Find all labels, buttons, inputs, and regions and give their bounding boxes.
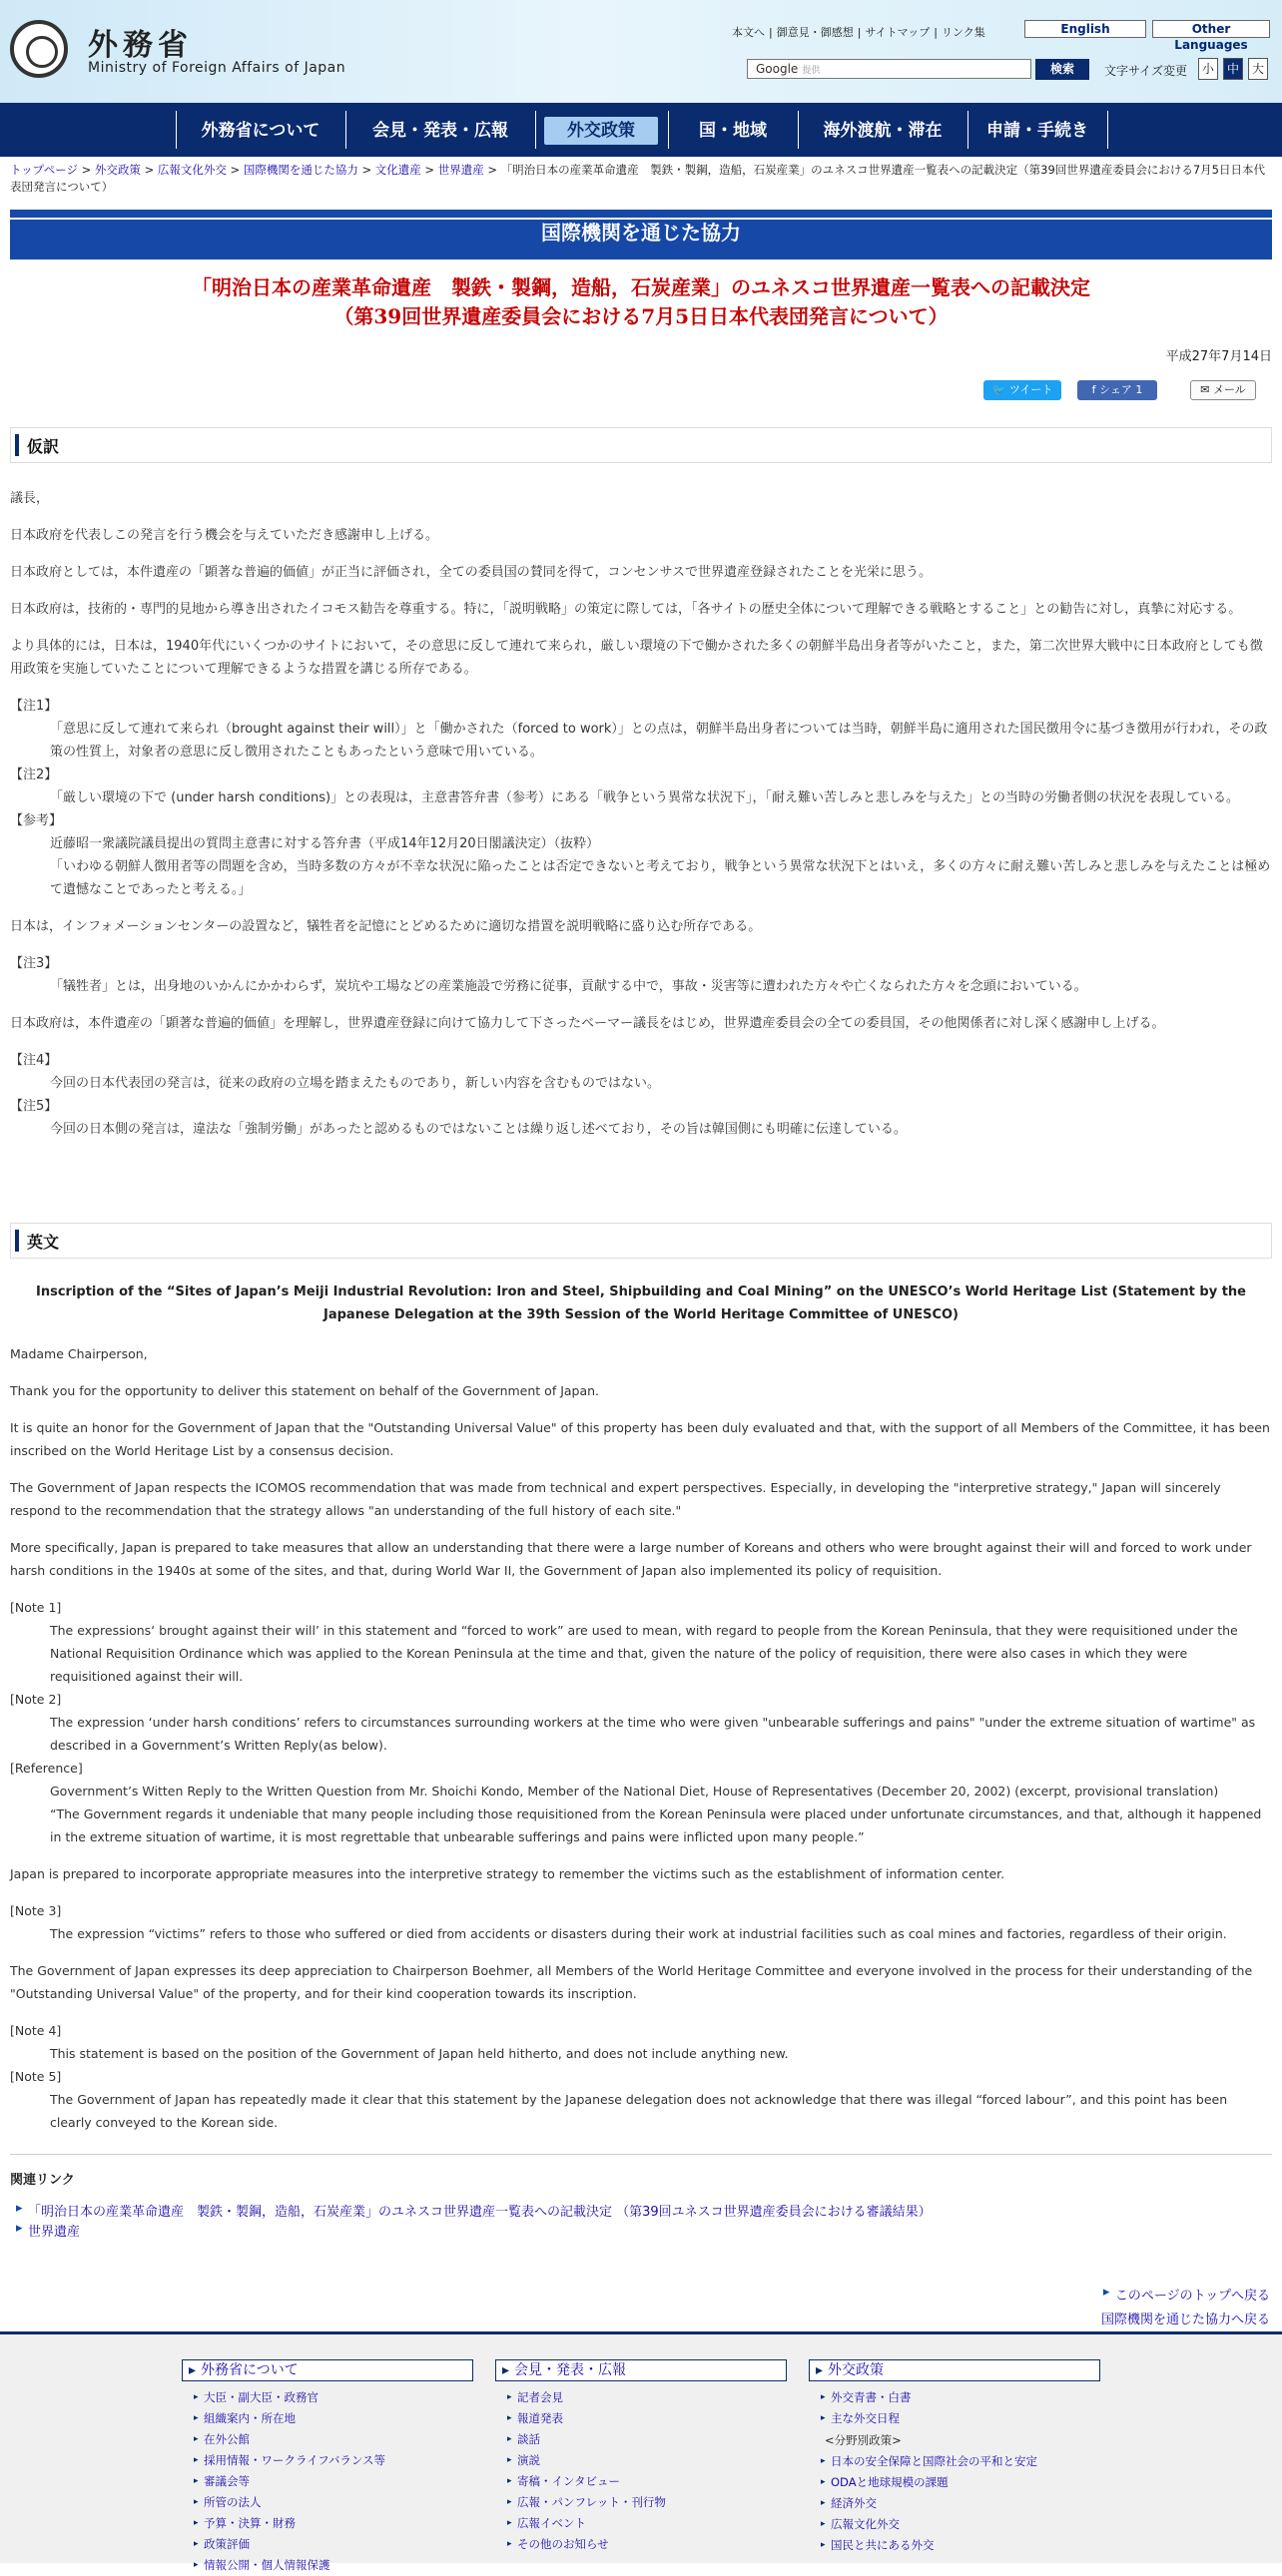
footer-link[interactable]: ▸ 記者会見 bbox=[495, 2387, 787, 2408]
note-text: 「意思に反して連れて来られ（brought against their will）」と「働かされた（forced to work）」との点は，朝鮮半島出身者については当時，朝鮮半島に適用された国民徴用令に基づき徴用が行われ，その政策の性質上，対象者の意思に反し徴用されたこともあったという意味で用いている。 bbox=[50, 722, 1268, 760]
note-text: 「犠牲者」とは，出身地のいかんにかかわらず，炭坑や工場などの産業施設で労務に従事，貢献する中で，事故・災害等に遭われた方々や亡くなられた方々を念頭においている。 bbox=[50, 979, 1087, 994]
facebook-share-button[interactable]: f シェア 1 bbox=[1077, 380, 1157, 400]
footer-link[interactable]: ▸ ODAと地球規模の課題 bbox=[809, 2472, 1100, 2493]
note-text: 今回の日本代表団の発言は，従来の政府の立場を踏まえたものであり，新しい内容を含むものではない。 bbox=[50, 1076, 661, 1091]
fontsize-small-button[interactable]: 小 bbox=[1198, 58, 1218, 80]
paragraph: It is quite an honor for the Government of Japan that the "Outstanding Universal Value" of this property has been duly evaluated and that, with the support of all Members of the Committee, it has been inscribed on the World Heritage List by a consensus decision. bbox=[10, 1420, 1270, 1458]
nav-item-applications[interactable]: 申請・手続き bbox=[986, 121, 1088, 141]
mail-button[interactable]: ✉ メール bbox=[1190, 380, 1256, 400]
footer-link[interactable]: ▸ 演説 bbox=[495, 2450, 787, 2471]
footer-link[interactable]: ▸ 情報公開・個人情報保護 bbox=[182, 2555, 473, 2576]
footer-link[interactable]: ▸ 広報・パンフレット・刊行物 bbox=[495, 2492, 787, 2513]
breadcrumb-link[interactable]: 外交政策 bbox=[94, 163, 141, 177]
search-provider-hint: 提供 bbox=[802, 66, 821, 76]
footer-link[interactable]: ▸ 寄稿・インタビュー bbox=[495, 2471, 787, 2492]
nav-item-about[interactable]: 外務省について bbox=[201, 121, 320, 141]
util-link-links[interactable]: リンク集 bbox=[941, 26, 985, 39]
jp-heading-text: 仮訳 bbox=[27, 437, 60, 456]
footer-heading[interactable]: ▸ 会見・発表・広報 bbox=[495, 2359, 787, 2381]
footer-link[interactable]: ▸ 広報イベント bbox=[495, 2513, 787, 2534]
breadcrumb-link[interactable]: 広報文化外交 bbox=[157, 163, 227, 177]
search-input[interactable] bbox=[747, 59, 1031, 79]
jp-statement-body bbox=[10, 487, 1272, 1141]
nav-item-foreign-policy[interactable]: 外交政策 bbox=[544, 117, 658, 145]
footer-link[interactable]: ▸ 主な外交日程 bbox=[809, 2408, 1100, 2429]
footer-heading[interactable]: ▸ 外務省について bbox=[182, 2359, 473, 2381]
paragraph: Thank you for the opportunity to deliver this statement on behalf of the Government of Japan. bbox=[10, 1383, 600, 1398]
util-link-feedback[interactable]: 御意見・御感想 bbox=[776, 26, 854, 39]
paragraph: Madame Chairperson, bbox=[10, 1346, 148, 1361]
footer-link[interactable]: ▸ 審議会等 bbox=[182, 2471, 473, 2492]
fontsize-label: 文字サイズ変更 bbox=[1104, 64, 1188, 78]
footer-column-policy bbox=[809, 2359, 1100, 2556]
paragraph: More specifically, Japan is prepared to take measures that allow an understanding that there were a large number of Koreans and others who were brought against their will and forced to work under harsh conditions in the 1940s at some of the sites, and that, during World War II, the Government of Japan also implemented its policy of requisition. bbox=[10, 1540, 1252, 1578]
divider bbox=[10, 2154, 1272, 2155]
english-button[interactable]: English bbox=[1024, 20, 1146, 38]
footer-link[interactable]: ▸ 在外公館 bbox=[182, 2429, 473, 2450]
page-top-link[interactable]: ▸ このページのトップへ戻る bbox=[1115, 2285, 1270, 2304]
note-label: 【注1】 bbox=[10, 699, 58, 714]
nav-item-regions[interactable]: 国・地域 bbox=[699, 121, 767, 141]
publish-date: 平成27年7月14日 bbox=[1165, 349, 1272, 364]
note-label: [Note 4] bbox=[10, 2023, 62, 2038]
footer-link[interactable]: ▸ 採用情報・ワークライフバランス等 bbox=[182, 2450, 473, 2471]
mofa-emblem-icon[interactable] bbox=[10, 20, 68, 78]
footer-link[interactable]: ▸ 国民と共にある外交 bbox=[809, 2535, 1100, 2556]
logo-japanese[interactable]: 外務省 bbox=[88, 28, 193, 63]
search-placeholder: Google bbox=[756, 62, 799, 76]
footer-link[interactable]: ▸ 広報文化外交 bbox=[809, 2514, 1100, 2535]
footer-subheading: <分野別政策> bbox=[825, 2433, 902, 2447]
en-section-heading bbox=[10, 1223, 1272, 1259]
note-text: This statement is based on the position of the Government of Japan held hitherto, and does not include anything new. bbox=[50, 2046, 789, 2061]
section-title: 国際機関を通じた協力 bbox=[10, 210, 1272, 259]
breadcrumb-current: 「明治日本の産業革命遺産 製鉄・製鋼，造船，石炭産業」のユネスコ世界遺産一覧表への記載決定（第39回世界遺産委員会における7月5日日本代表団発言について） bbox=[10, 163, 1265, 194]
footer-link[interactable]: ▸ 組織案内・所在地 bbox=[182, 2408, 473, 2429]
paragraph: 日本政府を代表しこの発言を行う機会を与えていただき感謝申し上げる。 bbox=[10, 528, 439, 543]
footer-link[interactable]: ▸ 外交青書・白書 bbox=[809, 2387, 1100, 2408]
nav-item-press[interactable]: 会見・発表・広報 bbox=[372, 121, 508, 141]
note-label: 【注5】 bbox=[10, 1099, 58, 1114]
fb-share-label: シェア 1 bbox=[1099, 383, 1143, 396]
paragraph: The Government of Japan respects the ICOMOS recommendation that was made from technical and expert perspectives. Especially, in developing the "interpretive strategy," Japan will sincerely respond to the recommendation that the strategy allows "an understanding of the full history of each site." bbox=[10, 1480, 1221, 1518]
footer-link[interactable]: ▸ 政策評価 bbox=[182, 2534, 473, 2555]
breadcrumb-link[interactable]: 国際機関を通じた協力 bbox=[243, 163, 358, 177]
footer-link[interactable]: ▸ 日本の安全保障と国際社会の平和と安定 bbox=[809, 2451, 1100, 2472]
other-languages-button[interactable]: Other Languages bbox=[1152, 20, 1270, 38]
note-label: 【注4】 bbox=[10, 1053, 58, 1068]
utility-links: 本文へ | 御意見・御感想 | サイトマップ | リンク集 bbox=[732, 26, 985, 39]
related-links-heading: 関連リンク bbox=[10, 2173, 75, 2188]
mail-label: メール bbox=[1212, 383, 1246, 396]
paragraph: より具体的には，日本は，1940年代にいくつかのサイトにおいて，その意思に反して連れて来られ，厳しい環境の下で働かされた多くの朝鮮半島出身者等がいたこと，また，第二次世界大戦中に日本政府としても徴用政策を実施していたことについて理解できるような措置を講じる所存である。 bbox=[10, 639, 1263, 677]
note-text: 今回の日本側の発言は，違法な「強制労働」があったと認めるものではないことは繰り返し述べており，その旨は韓国側にも明確に伝達している。 bbox=[50, 1122, 907, 1137]
note-label: 【注3】 bbox=[10, 956, 58, 971]
fontsize-large-button[interactable]: 大 bbox=[1248, 58, 1268, 80]
note-label: [Note 2] bbox=[10, 1692, 62, 1707]
logo-english[interactable]: Ministry of Foreign Affairs of Japan bbox=[88, 60, 346, 76]
note-label: [Note 3] bbox=[10, 1903, 62, 1918]
fontsize-medium-button[interactable]: 中 bbox=[1223, 58, 1243, 80]
note-text: 「厳しい環境の下で (under harsh conditions)」との表現は，主意書答弁書（参考）にある「戦争という異常な状況下」，「耐え難い苦しみと悲しみを与えた」との当時の労働者側の状況を表現している。 bbox=[50, 790, 1240, 805]
footer-column-press bbox=[495, 2359, 787, 2555]
breadcrumb-link[interactable]: 世界遺産 bbox=[437, 163, 484, 177]
en-title: Inscription of the “Sites of Japan’s Meiji Industrial Revolution: Iron and Steel, Shipbuilding and Coal Mining” on the UNESCO’s World Heritage List (Statement by the Japanese Delegation at the 39th Session of the World Heritage Committee of UNESCO) bbox=[36, 1285, 1246, 1322]
note-label: [Note 5] bbox=[10, 2069, 62, 2084]
paragraph: 日本政府としては，本件遺産の「顕著な普遍的価値」が正当に評価され，全ての委員国の賛同を得て，コンセンサスで世界遺産登録されたことを光栄に思う。 bbox=[10, 565, 933, 580]
reference-quote: “The Government regards it undeniable that many people including those requisitioned from the Korean Peninsula were placed under unfortunate circumstances, and that, although it happened in the extreme situation of wartime, it is most regrettable that unbearable sufferings and pains were inflicted upon many people.” bbox=[50, 1806, 1262, 1844]
footer-link[interactable]: ▸ その他のお知らせ bbox=[495, 2534, 787, 2555]
related-link-world-heritage[interactable]: ▸ 世界遺産 bbox=[28, 2221, 80, 2240]
footer-link[interactable]: ▸ 予算・決算・財務 bbox=[182, 2513, 473, 2534]
page-title-line2: （第39回世界遺産委員会における7月5日日本代表団発言について） bbox=[333, 304, 949, 328]
breadcrumb-link[interactable]: トップページ bbox=[10, 163, 78, 177]
jp-section-heading bbox=[10, 427, 1272, 463]
util-link-sitemap[interactable]: サイトマップ bbox=[865, 26, 931, 39]
nav-item-travel[interactable]: 海外渡航・滞在 bbox=[823, 121, 943, 141]
tweet-button[interactable]: 🐦 ツイート bbox=[983, 380, 1061, 400]
global-nav bbox=[0, 103, 1282, 157]
note-text: The expression ‘under harsh conditions’ refers to circumstances surrounding workers at the time who were given "unbearable sufferings and pains" "under the extreme situation of wartime" as described in a Government’s Written Reply(as below). bbox=[50, 1715, 1256, 1753]
search-button[interactable]: 検索 bbox=[1035, 59, 1089, 80]
note-label: [Note 1] bbox=[10, 1600, 62, 1615]
site-header bbox=[0, 0, 1282, 103]
footer-link[interactable]: ▸ 所管の法人 bbox=[182, 2492, 473, 2513]
note-text: The Government of Japan has repeatedly made it clear that this statement by the Japanese delegation does not acknowledge that there was illegal “forced labour”, and this point has been clearly conveyed to the Korean side. bbox=[50, 2092, 1228, 2130]
footer-link[interactable]: ▸ 談話 bbox=[495, 2429, 787, 2450]
tweet-label: ツイート bbox=[1008, 383, 1053, 396]
paragraph: The Government of Japan expresses its deep appreciation to Chairperson Boehmer, all Members of the World Heritage Committee and everyone involved in the process for their understanding of the "Outstanding Universal Value" of the property, and for their kind cooperation towards its inscription. bbox=[10, 1963, 1253, 2001]
paragraph: 日本政府は，技術的・専門的見地から導き出されたイコモス勧告を尊重する。特に，「説明戦略」の策定に際しては，「各サイトの歴史全体について理解できる戦略とすること」との勧告に対し，真摯に対応する。 bbox=[10, 602, 1242, 617]
breadcrumb: トップページ > 外交政策 > 広報文化外交 > 国際機関を通じた協力 > 文化遺産 > 世界遺産 > 「明治日本の産業革命遺産 製鉄・製鋼，造船，石炭産業」のユネスコ世界遺産一覧表への記載決定（第39回世界遺産委員会における7月5日日本代表団発言について） bbox=[10, 163, 1265, 194]
site-footer bbox=[0, 2334, 1282, 2572]
footer-link[interactable]: ▸ 大臣・副大臣・政務官 bbox=[182, 2387, 473, 2408]
util-link-main[interactable]: 本文へ bbox=[732, 26, 765, 39]
page-title-line1: 「明治日本の産業革命遺産 製鉄・製鋼，造船，石炭産業」のユネスコ世界遺産一覧表への記載決定 bbox=[192, 275, 1090, 299]
back-link[interactable]: 国際機関を通じた協力へ戻る bbox=[1100, 2313, 1270, 2327]
paragraph: Japan is prepared to incorporate appropriate measures into the interpretive strategy to remember the victims such as the establishment of information center. bbox=[10, 1866, 1005, 1881]
reference-label: 【参考】 bbox=[10, 813, 63, 828]
reference-quote: 「いわゆる朝鮮人徴用者等の問題を含め，当時多数の方々が不幸な状況に陥ったことは否定できないと考えており，戦争という異常な状況下とはいえ，多くの方々に耐え難い苦しみと悲しみを与えたことは極めて遺憾なことであったと考える。」 bbox=[50, 859, 1271, 897]
page-title bbox=[10, 273, 1272, 331]
en-statement-body bbox=[10, 1342, 1272, 2134]
paragraph: 議長， bbox=[10, 491, 50, 506]
en-heading-text: 英文 bbox=[27, 1233, 60, 1252]
note-text: The expression “victims” refers to those who suffered or died from accidents or disasters during their work at industrial facilities such as coal mines and factories, regardless of their origin. bbox=[50, 1926, 1227, 1941]
reference-source: Government’s Witten Reply to the Written Question from Mr. Shoichi Kondo, Member of the National Diet, House of Representatives (December 20, 2002) (excerpt, provisional translation) bbox=[50, 1784, 1219, 1799]
note-text: The expressions‘ brought against their will’ in this statement and “forced to work” are used to mean, with regard to people from the Korean Peninsula, that they were requisitioned under the National Requisition Ordinance which was applied to the Korean Peninsula at the time and that, given the nature of the policy of requisition, there were also cases in which they were requisitioned against their will. bbox=[50, 1623, 1238, 1684]
related-link-inscription[interactable]: ▸ 「明治日本の産業革命遺産 製鉄・製鋼，造船，石炭産業」のユネスコ世界遺産一覧表への記載決定 （第39回ユネスコ世界遺産委員会における審議結果） bbox=[28, 2201, 932, 2220]
paragraph: 日本政府は，本件遺産の「顕著な普遍的価値」を理解し，世界遺産登録に向けて協力して下さったベーマー議長をはじめ，世界遺産委員会の全ての委員国，その他関係者に対し深く感謝申し上げる。 bbox=[10, 1016, 1165, 1031]
breadcrumb-link[interactable]: 文化遺産 bbox=[374, 163, 421, 177]
paragraph: 日本は，インフォメーションセンターの設置など，犠牲者を記憶にとどめるために適切な措置を説明戦略に盛り込む所存である。 bbox=[10, 919, 762, 934]
footer-heading[interactable]: ▸ 外交政策 bbox=[809, 2359, 1100, 2381]
reference-label: [Reference] bbox=[10, 1761, 83, 1776]
footer-link[interactable]: ▸ 経済外交 bbox=[809, 2493, 1100, 2514]
footer-column-about bbox=[182, 2359, 473, 2576]
reference-source: 近藤昭一衆議院議員提出の質問主意書に対する答弁書（平成14年12月20日閣議決定）（抜粋） bbox=[50, 836, 600, 851]
footer-link[interactable]: ▸ 報道発表 bbox=[495, 2408, 787, 2429]
note-label: 【注2】 bbox=[10, 768, 58, 782]
